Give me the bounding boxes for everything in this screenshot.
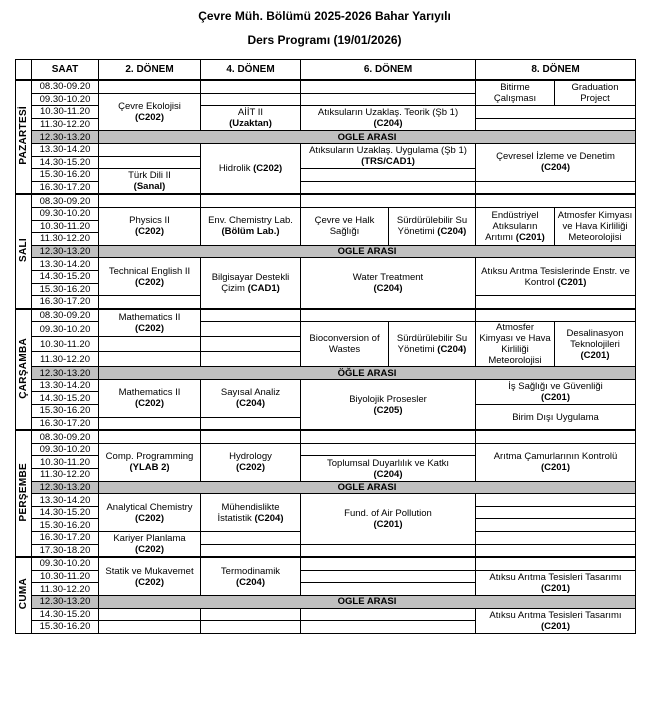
course-bitirme: Bitirme Çalışması bbox=[476, 80, 555, 106]
table-row bbox=[16, 430, 636, 443]
empty-cell bbox=[476, 118, 636, 131]
day-label-friday: CUMA bbox=[16, 557, 32, 633]
day-label-monday: PAZARTESİ bbox=[16, 80, 32, 194]
time-cell: 14.30-15.20 bbox=[32, 608, 99, 621]
time-cell: 17.30-18.20 bbox=[32, 544, 99, 557]
page-subtitle: Ders Programı (19/01/2026) bbox=[247, 33, 402, 47]
empty-cell bbox=[476, 532, 636, 545]
lunch-row bbox=[16, 481, 636, 494]
empty-cell bbox=[476, 106, 636, 119]
course-cevre-halk: Çevre ve Halk Sağlığı bbox=[301, 207, 389, 245]
empty-cell bbox=[201, 194, 301, 207]
empty-cell bbox=[99, 608, 201, 621]
course-mathematics: Mathematics II (C202) bbox=[99, 309, 201, 337]
course-surdurulebilir: Sürdürülebilir Su Yönetimi (C204) bbox=[389, 322, 476, 367]
empty-cell bbox=[99, 352, 201, 367]
lunch-label: OGLE ARASI bbox=[99, 595, 636, 608]
course-endustriyel: Endüstriyel Atıksuların Arıtımı (C201) bbox=[476, 207, 555, 245]
time-cell: 16.30-17.20 bbox=[32, 181, 99, 194]
empty-cell bbox=[476, 519, 636, 532]
time-cell: 10.30-11.20 bbox=[32, 220, 99, 233]
empty-cell bbox=[99, 194, 201, 207]
empty-cell bbox=[201, 337, 301, 352]
col-header-d4: 4. DÖNEM bbox=[201, 60, 301, 81]
course-technical-english: Technical English II (C202) bbox=[99, 258, 201, 296]
course-mathematics-2: Mathematics II (C202) bbox=[99, 379, 201, 417]
course-termodinamik: Termodinamik (C204) bbox=[201, 557, 301, 595]
empty-cell bbox=[201, 93, 301, 106]
course-fund-air: Fund. of Air Pollution (C201) bbox=[301, 494, 476, 544]
course-toplumsal: Toplumsal Duyarlılık ve Katkı (C204) bbox=[301, 456, 476, 481]
empty-cell bbox=[476, 296, 636, 309]
time-cell: 10.30-11.20 bbox=[32, 106, 99, 119]
time-cell: 12.30-13.20 bbox=[32, 595, 99, 608]
time-cell: 12.30-13.20 bbox=[32, 367, 99, 380]
course-bilgisayar: Bilgisayar Destekli Çizim (CAD1) bbox=[201, 258, 301, 309]
course-muhendislikte: Mühendislikte İstatistik (C204) bbox=[201, 494, 301, 532]
course-bioconversion: Bioconversion of Wastes bbox=[301, 322, 389, 367]
empty-cell bbox=[301, 80, 476, 93]
empty-cell bbox=[99, 143, 201, 156]
empty-cell bbox=[476, 181, 636, 194]
course-physics: Physics II (C202) bbox=[99, 207, 201, 245]
empty-cell bbox=[301, 557, 476, 570]
course-aiit: AİİT II (Uzaktan) bbox=[201, 106, 301, 131]
col-header-d6: 6. DÖNEM bbox=[301, 60, 476, 81]
course-atiksu-uygulama: Atıksuların Uzaklaş. Uygulama (Şb 1) (TRS/CAD1) bbox=[301, 143, 476, 168]
empty-cell bbox=[201, 608, 301, 621]
time-cell: 15.30-16.20 bbox=[32, 169, 99, 182]
table-row bbox=[16, 608, 636, 621]
time-cell: 12.30-13.20 bbox=[32, 245, 99, 258]
time-cell: 15.30-16.20 bbox=[32, 405, 99, 418]
lunch-row bbox=[16, 367, 636, 380]
time-cell: 16.30-17.20 bbox=[32, 532, 99, 545]
lunch-label: ÖĞLE ARASI bbox=[99, 367, 636, 380]
course-analytical: Analytical Chemistry (C202) bbox=[99, 494, 201, 532]
empty-cell bbox=[201, 352, 301, 367]
time-cell: 09.30-10.20 bbox=[32, 207, 99, 220]
col-header-saat: SAAT bbox=[32, 60, 99, 81]
time-cell: 08.30-09.20 bbox=[32, 80, 99, 93]
lunch-label: OGLE ARASI bbox=[99, 245, 636, 258]
lunch-row bbox=[16, 595, 636, 608]
time-cell: 10.30-11.20 bbox=[32, 337, 99, 352]
time-cell: 11.30-12.20 bbox=[32, 233, 99, 246]
empty-cell bbox=[201, 532, 301, 545]
empty-cell bbox=[99, 417, 201, 430]
time-cell: 13.30-14.20 bbox=[32, 379, 99, 392]
time-cell: 09.30-10.20 bbox=[32, 93, 99, 106]
empty-cell bbox=[99, 80, 201, 93]
course-atmosfer: Atmosfer Kimyası ve Hava Kirliliği Meteorolojisi bbox=[555, 207, 636, 245]
lunch-label: OGLE ARASI bbox=[99, 131, 636, 144]
table-row bbox=[16, 194, 636, 207]
table-row bbox=[16, 443, 636, 456]
time-cell: 12.30-13.20 bbox=[32, 481, 99, 494]
time-cell: 16.30-17.20 bbox=[32, 296, 99, 309]
empty-cell bbox=[301, 169, 476, 182]
course-cevresel-izleme: Çevresel İzleme ve Denetim (C204) bbox=[476, 143, 636, 181]
empty-cell bbox=[99, 156, 201, 169]
time-cell: 08.30-09.20 bbox=[32, 194, 99, 207]
course-graduation: Graduation Project bbox=[555, 80, 636, 106]
lunch-label: OGLE ARASI bbox=[99, 481, 636, 494]
table-row bbox=[16, 80, 636, 93]
empty-cell bbox=[99, 430, 201, 443]
empty-cell bbox=[301, 544, 476, 557]
course-birim-disi: Birim Dışı Uygulama bbox=[476, 405, 636, 431]
empty-cell bbox=[476, 494, 636, 507]
table-row bbox=[16, 207, 636, 220]
course-water-treatment: Water Treatment (C204) bbox=[301, 258, 476, 309]
course-surdurulebilir: Sürdürülebilir Su Yönetimi (C204) bbox=[389, 207, 476, 245]
course-atmosfer: Atmosfer Kimyası ve Hava Kirliliği Meteorolojisi bbox=[476, 322, 555, 367]
course-atiksu-tesis-1: Atıksu Arıtma Tesisleri Tasarımı (C201) bbox=[476, 570, 636, 595]
course-comp-programming: Comp. Programming (YLAB 2) bbox=[99, 443, 201, 481]
table-row bbox=[16, 557, 636, 570]
header-row bbox=[16, 60, 636, 81]
course-turk-dili: Türk Dili II (Sanal) bbox=[99, 169, 201, 195]
time-cell: 08.30-09.20 bbox=[32, 430, 99, 443]
empty-cell bbox=[301, 570, 476, 583]
time-cell: 11.30-12.20 bbox=[32, 118, 99, 131]
time-cell: 09.30-10.20 bbox=[32, 557, 99, 570]
course-atiksu-teorik: Atıksuların Uzaklaş. Teorik (Şb 1) (C204) bbox=[301, 106, 476, 131]
time-cell: 09.30-10.20 bbox=[32, 443, 99, 456]
empty-cell bbox=[301, 583, 476, 596]
empty-cell bbox=[301, 443, 476, 456]
col-header-d2: 2. DÖNEM bbox=[99, 60, 201, 81]
course-cevre-ekolojisi: Çevre Ekolojisi (C202) bbox=[99, 93, 201, 131]
empty-cell bbox=[476, 557, 636, 570]
empty-cell bbox=[301, 608, 476, 621]
lunch-row bbox=[16, 131, 636, 144]
course-desalinasyon: Desalinasyon Teknolojileri (C201) bbox=[555, 322, 636, 367]
day-label-wednesday: ÇARŞAMBA bbox=[16, 309, 32, 431]
empty-cell bbox=[201, 80, 301, 93]
time-cell: 14.30-15.20 bbox=[32, 156, 99, 169]
time-cell: 11.30-12.20 bbox=[32, 352, 99, 367]
time-cell: 13.30-14.20 bbox=[32, 494, 99, 507]
course-aritma-camur: Arıtma Çamurlarının Kontrolü (C201) bbox=[476, 443, 636, 481]
course-env-chemistry: Env. Chemistry Lab. (Bölüm Lab.) bbox=[201, 207, 301, 245]
empty-cell bbox=[201, 430, 301, 443]
empty-cell bbox=[476, 309, 636, 322]
corner-cell bbox=[16, 60, 32, 81]
course-atiksu-aritma: Atıksu Arıtma Tesislerinde Enstr. ve Kontrol (C201) bbox=[476, 258, 636, 296]
time-cell: 10.30-11.20 bbox=[32, 456, 99, 469]
time-cell: 15.30-16.20 bbox=[32, 621, 99, 634]
time-cell: 16.30-17.20 bbox=[32, 417, 99, 430]
empty-cell bbox=[201, 309, 301, 322]
empty-cell bbox=[476, 544, 636, 557]
empty-cell bbox=[301, 194, 476, 207]
time-cell: 08.30-09.20 bbox=[32, 309, 99, 322]
table-row bbox=[16, 143, 636, 156]
time-cell: 15.30-16.20 bbox=[32, 283, 99, 296]
empty-cell bbox=[301, 93, 476, 106]
course-kariyer: Kariyer Planlama (C202) bbox=[99, 532, 201, 558]
time-cell: 09.30-10.20 bbox=[32, 322, 99, 337]
time-cell: 13.30-14.20 bbox=[32, 258, 99, 271]
empty-cell bbox=[301, 430, 476, 443]
day-label-tuesday: SALI bbox=[16, 194, 32, 308]
course-biyolojik: Biyolojik Prosesler (C205) bbox=[301, 379, 476, 430]
time-cell: 12.30-13.20 bbox=[32, 131, 99, 144]
time-cell: 14.30-15.20 bbox=[32, 270, 99, 283]
col-header-d8: 8. DÖNEM bbox=[476, 60, 636, 81]
course-statik: Statik ve Mukavemet (C202) bbox=[99, 557, 201, 595]
course-sayisal-analiz: Sayısal Analiz (C204) bbox=[201, 379, 301, 417]
page-title: Çevre Müh. Bölümü 2025-2026 Bahar Yarıyılı bbox=[198, 9, 451, 23]
table-row bbox=[16, 309, 636, 322]
empty-cell bbox=[201, 544, 301, 557]
course-is-sagligi: İş Sağlığı ve Güvenliği (C201) bbox=[476, 379, 636, 404]
lunch-row bbox=[16, 245, 636, 258]
empty-cell bbox=[99, 296, 201, 309]
time-cell: 11.30-12.20 bbox=[32, 583, 99, 596]
time-cell: 14.30-15.20 bbox=[32, 392, 99, 405]
empty-cell bbox=[476, 194, 636, 207]
day-label-thursday: PERŞEMBE bbox=[16, 430, 32, 557]
empty-cell bbox=[301, 621, 476, 634]
time-cell: 11.30-12.20 bbox=[32, 469, 99, 482]
time-cell: 13.30-14.20 bbox=[32, 143, 99, 156]
empty-cell bbox=[476, 430, 636, 443]
empty-cell bbox=[301, 181, 476, 194]
table-row bbox=[16, 258, 636, 271]
empty-cell bbox=[476, 506, 636, 519]
time-cell: 15.30-16.20 bbox=[32, 519, 99, 532]
course-atiksu-tesis-2: Atıksu Arıtma Tesisleri Tasarımı (C201) bbox=[476, 608, 636, 633]
table-row bbox=[16, 494, 636, 507]
empty-cell bbox=[201, 417, 301, 430]
course-hidrolik: Hidrolik (C202) bbox=[201, 143, 301, 194]
empty-cell bbox=[301, 309, 476, 322]
empty-cell bbox=[99, 621, 201, 634]
time-cell: 14.30-15.20 bbox=[32, 506, 99, 519]
table-row bbox=[16, 379, 636, 392]
course-hydrology: Hydrology (C202) bbox=[201, 443, 301, 481]
schedule-table bbox=[15, 59, 636, 634]
empty-cell bbox=[201, 621, 301, 634]
empty-cell bbox=[201, 322, 301, 337]
empty-cell bbox=[99, 337, 201, 352]
time-cell: 10.30-11.20 bbox=[32, 570, 99, 583]
